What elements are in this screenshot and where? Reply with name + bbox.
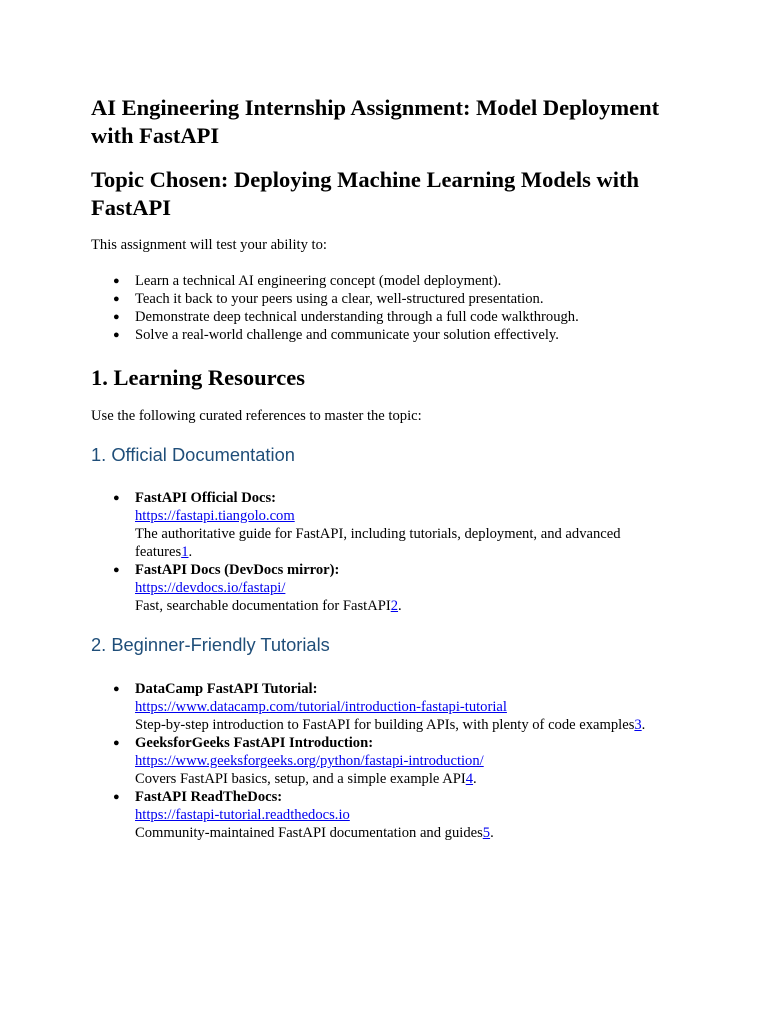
bullet-icon: ●	[113, 293, 120, 305]
resource-list	[113, 489, 673, 615]
resource-name: FastAPI Official Docs:	[135, 490, 277, 506]
resource-name: FastAPI Docs (DevDocs mirror):	[135, 562, 340, 578]
bullet-icon: ●	[113, 683, 120, 695]
description-text: The authoritative guide for FastAPI, including tutorials, deployment, and advanced features	[135, 526, 621, 560]
footnote-link[interactable]: 4	[465, 771, 474, 787]
bullet-icon: ●	[113, 311, 120, 323]
resource-name: DataCamp FastAPI Tutorial:	[135, 681, 318, 697]
bullet-icon: ●	[113, 791, 120, 803]
resource-list	[113, 680, 673, 842]
footnote-link[interactable]: 5	[482, 825, 491, 841]
intro-text: This assignment will test your ability to:	[91, 237, 327, 253]
resource-description: The authoritative guide for FastAPI, including tutorials, deployment, and advanced features1.	[135, 526, 621, 560]
list-item	[113, 734, 673, 788]
footnote-link[interactable]: 3	[634, 717, 642, 733]
document-title: AI Engineering Internship Assignment: Model Deployment with FastAPI	[91, 95, 660, 148]
resource-name: FastAPI ReadTheDocs:	[135, 789, 283, 805]
bullet-icon: ●	[113, 492, 120, 504]
list-item	[113, 272, 579, 290]
description-text: Fast, searchable documentation for FastAPI	[135, 598, 391, 614]
goal-text: Learn a technical AI engineering concept (model deployment).	[135, 273, 502, 289]
list-item	[113, 489, 673, 561]
resource-link[interactable]: https://fastapi-tutorial.readthedocs.io	[135, 807, 350, 823]
list-item	[113, 326, 579, 344]
resource-link[interactable]: https://devdocs.io/fastapi/	[135, 580, 286, 596]
resource-description: Covers FastAPI basics, setup, and a simple example API4.	[135, 771, 477, 787]
topic-heading: Topic Chosen: Deploying Machine Learning Models with FastAPI	[91, 167, 639, 220]
bullet-icon: ●	[113, 275, 120, 287]
description-text: Community-maintained FastAPI documentation and guides	[135, 825, 483, 841]
bullet-icon: ●	[113, 737, 120, 749]
resource-name: GeeksforGeeks FastAPI Introduction:	[135, 735, 374, 751]
resource-link[interactable]: https://www.geeksforgeeks.org/python/fastapi-introduction/	[135, 753, 484, 769]
footnote-link[interactable]: 1	[181, 544, 189, 560]
description-text: Covers FastAPI basics, setup, and a simple example API	[135, 771, 466, 787]
subsection-heading: 1. Official Documentation	[91, 444, 295, 465]
list-item	[113, 561, 673, 615]
resource-link[interactable]: https://fastapi.tiangolo.com	[135, 508, 295, 524]
subsection-heading: 2. Beginner-Friendly Tutorials	[91, 634, 330, 655]
goal-text: Teach it back to your peers using a clear, well-structured presentation.	[135, 291, 544, 307]
list-item	[113, 290, 579, 308]
section-heading: 1. Learning Resources	[91, 365, 305, 390]
resource-description: Community-maintained FastAPI documentation and guides5.	[135, 825, 494, 841]
goal-text: Demonstrate deep technical understanding through a full code walkthrough.	[135, 309, 579, 325]
bullet-icon: ●	[113, 329, 120, 341]
list-item	[113, 788, 673, 842]
bullet-icon: ●	[113, 564, 120, 576]
footnote-link[interactable]: 2	[390, 598, 399, 614]
resource-description: Step-by-step introduction to FastAPI for building APIs, with plenty of code examples3.	[135, 717, 646, 733]
section-intro: Use the following curated references to master the topic:	[91, 408, 422, 424]
goal-text: Solve a real-world challenge and communicate your solution effectively.	[135, 327, 559, 343]
list-item	[113, 308, 579, 326]
goals-list	[113, 272, 579, 344]
resource-link[interactable]: https://www.datacamp.com/tutorial/introduction-fastapi-tutorial	[135, 699, 507, 715]
list-item	[113, 680, 673, 734]
description-text: Step-by-step introduction to FastAPI for building APIs, with plenty of code examples	[135, 717, 635, 733]
resource-description: Fast, searchable documentation for FastAPI2.	[135, 598, 402, 614]
